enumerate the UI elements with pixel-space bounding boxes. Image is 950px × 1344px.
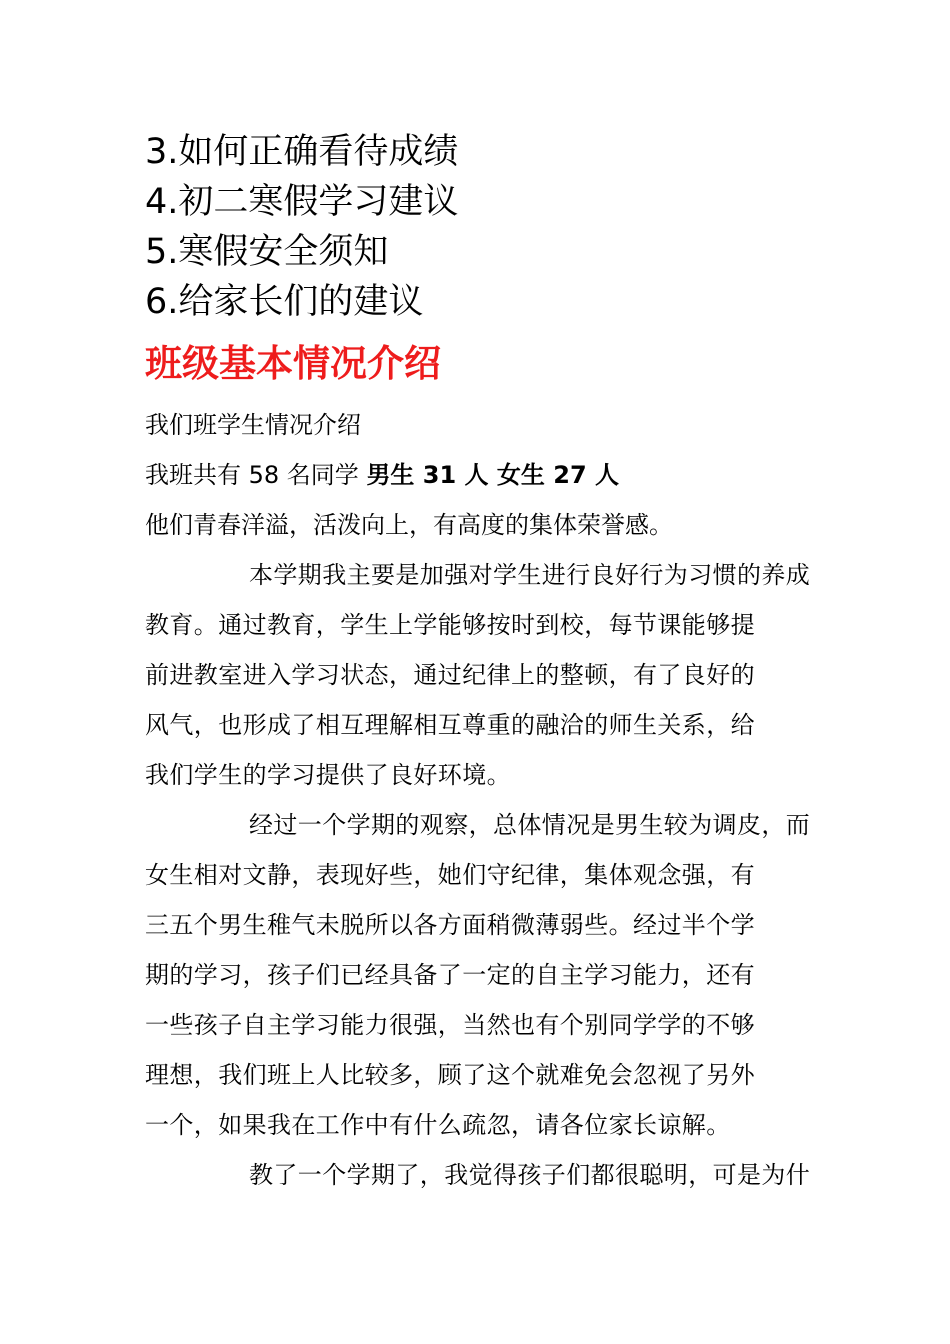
paragraph-line: 本学期我主要是加强对学生进行良好行为习惯的养成 bbox=[249, 561, 810, 589]
paragraph-line: 期的学习，孩子们已经具备了一定的自主学习能力，还有 bbox=[145, 961, 755, 989]
intro-description: 他们青春洋溢，活泼向上，有高度的集体荣誉感。 bbox=[145, 511, 673, 539]
paragraph-line: 一个，如果我在工作中有什么疏忽，请各位家长谅解。 bbox=[145, 1111, 731, 1139]
paragraph-line: 一些孩子自主学习能力很强，当然也有个别同学学的不够 bbox=[145, 1011, 755, 1039]
paragraph-line: 教育。通过教育，学生上学能够按时到校，每节课能够提 bbox=[145, 611, 755, 639]
intro-heading: 我们班学生情况介绍 bbox=[145, 411, 361, 439]
paragraph-line: 我们学生的学习提供了良好环境。 bbox=[145, 761, 511, 789]
student-count-line bbox=[145, 450, 810, 500]
agenda-item: 3.如何正确看待成绩 bbox=[145, 132, 459, 172]
agenda-item: 4.初二寒假学习建议 bbox=[145, 182, 459, 222]
agenda-item: 6.给家长们的建议 bbox=[145, 282, 424, 322]
paragraph-line: 理想，我们班上人比较多，顾了这个就难免会忽视了另外 bbox=[145, 1061, 755, 1089]
gender-count-text: 男生 31 人 女生 27 人 bbox=[366, 461, 620, 489]
paragraph-line: 三五个男生稚气未脱所以各方面稍微薄弱些。经过半个学 bbox=[145, 911, 755, 939]
student-count-text: 我班共有 58 名同学 bbox=[145, 461, 367, 489]
agenda-list bbox=[145, 127, 810, 327]
paragraph-line: 教了一个学期了，我觉得孩子们都很聪明，可是为什 bbox=[249, 1161, 810, 1189]
section-title: 班级基本情况介绍 bbox=[145, 342, 441, 385]
body-text bbox=[145, 550, 810, 1200]
paragraph-line: 前进教室进入学习状态，通过纪律上的整顿，有了良好的 bbox=[145, 661, 755, 689]
agenda-item: 5.寒假安全须知 bbox=[145, 232, 389, 272]
paragraph bbox=[145, 550, 810, 800]
paragraph-line: 女生相对文静，表现好些，她们守纪律，集体观念强，有 bbox=[145, 861, 755, 889]
paragraph-line: 经过一个学期的观察，总体情况是男生较为调皮，而 bbox=[249, 811, 810, 839]
class-intro bbox=[145, 400, 810, 550]
paragraph-line: 风气，也形成了相互理解相互尊重的融洽的师生关系，给 bbox=[145, 711, 755, 739]
paragraph bbox=[145, 1150, 810, 1200]
paragraph bbox=[145, 800, 810, 1150]
